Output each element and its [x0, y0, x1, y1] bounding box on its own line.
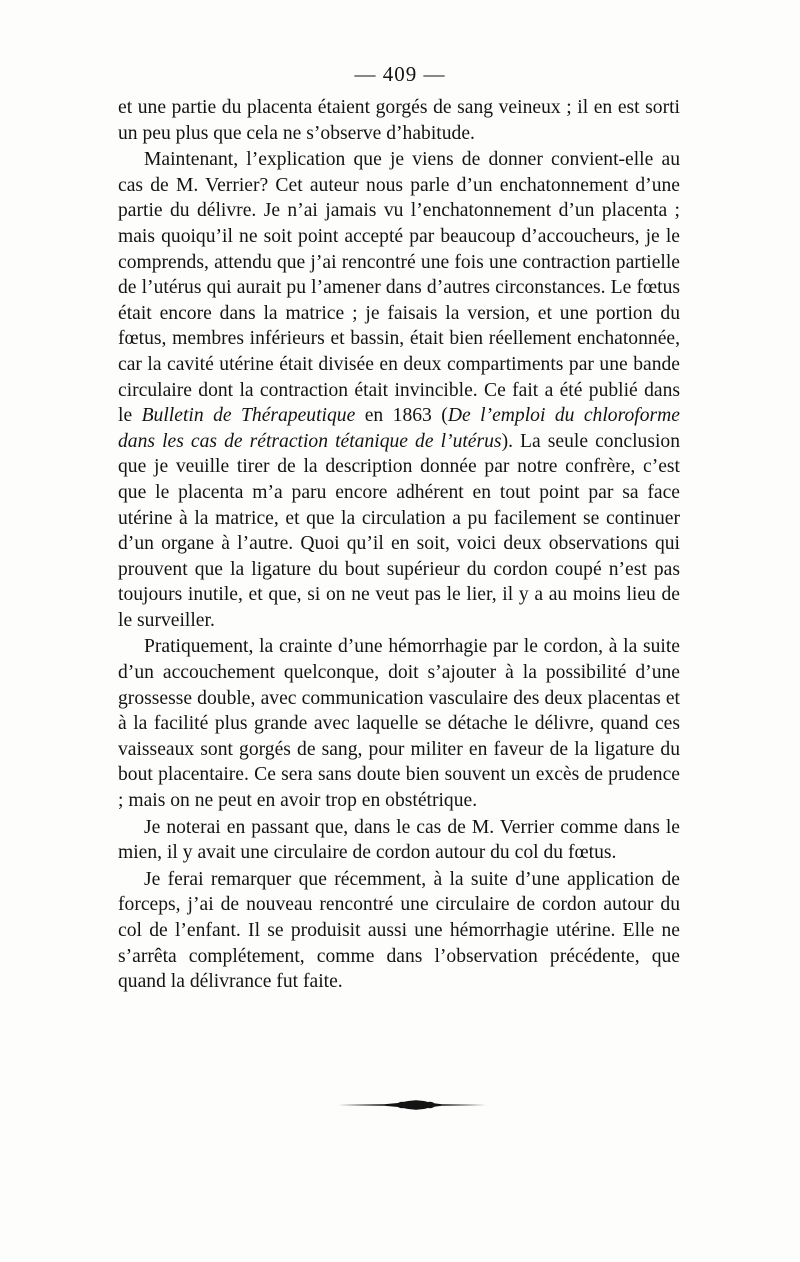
paragraph-explanation-part-1: Maintenant, l’explication que je viens de donner convient-elle au cas de M. Verrier? Cet auteur nous parle d’un enchatonnement d’une partie du délivre. Je n’ai jamais vu l’enchatonnement d’un placenta ; mais quoiqu’il ne soit point accepté par beaucoup d’accoucheurs, je le comprends, attendu que j’ai rencontré une fois une contraction partielle de l’utérus qui aurait pu l’amener dans d’autres circonstances. Le fœtus était encore dans la matrice ; je faisais la version, et une portion du fœtus, membres inférieurs et bassin, était bien réellement enchatonnée, car la cavité utérine était divisée en deux compartiments par une bande circulaire dont la contraction était invincible. Ce fait a été publié dans le	[118, 149, 680, 427]
article-title: De l’emploi du chloroforme dans les cas de rétraction tétanique de l’utérus	[118, 405, 681, 452]
paragraph-explanation-part-2: en 1863 (	[355, 405, 448, 427]
page-number: — 409 —	[354, 62, 446, 86]
paragraph-continuation: et une partie du placenta étaient gorgés de sang veineux ; il en est sorti un peu plus que cela ne s’observe d’habitude.	[118, 97, 680, 144]
paragraph-note: Je noterai en passant que, dans le cas de M. Verrier comme dans le mien, il y avait une circulaire de cordon autour du col du fœtus.	[118, 816, 680, 864]
paragraph-practical: Pratiquement, la crainte d’une hémorrhagie par le cordon, à la suite d’un accouchement quelconque, doit s’ajouter à la possibilité d’une grossesse double, avec communication vasculaire des deux placentas et à la facilité plus grande avec laquelle se détache le délivre, quand ces vaisseaux sont gorgés de sang, pour militer en faveur de la ligature du bout placentaire. Ce sera sans doute bien souvent un excès de prudence ; mais on ne peut en avoir trop en obstétrique.	[118, 636, 680, 812]
paragraph-explanation	[118, 147, 680, 633]
end-ornament-icon	[338, 1098, 486, 1112]
paragraph-remark: Je ferai remarquer que récemment, à la suite d’une application de forceps, j’ai de nouveau rencontré une circulaire de cordon autour du col de l’enfant. Il se produisit aussi une hémorrhagie utérine. Elle ne s’arrêta complétement, comme dans l’observation précédente, que quand la délivrance fut faite.	[118, 868, 680, 993]
paragraph-explanation-part-3: ). La seule conclusion que je veuille tirer de la description donnée par notre confrère, c’est que le placenta m’a paru encore adhérent en tout point par sa face utérine à la matrice, et que la circulation a pu facilement se continuer d’un organe à l’autre. Quoi qu’il en soit, voici deux observations qui prouvent que la ligature du bout supérieur du cordon coupé n’est pas toujours inutile, et que, si on ne veut pas le lier, il y a au moins lieu de le surveiller.	[118, 430, 680, 631]
journal-title: Bulletin de Thérapeutique	[141, 405, 356, 427]
body-text	[118, 95, 680, 995]
